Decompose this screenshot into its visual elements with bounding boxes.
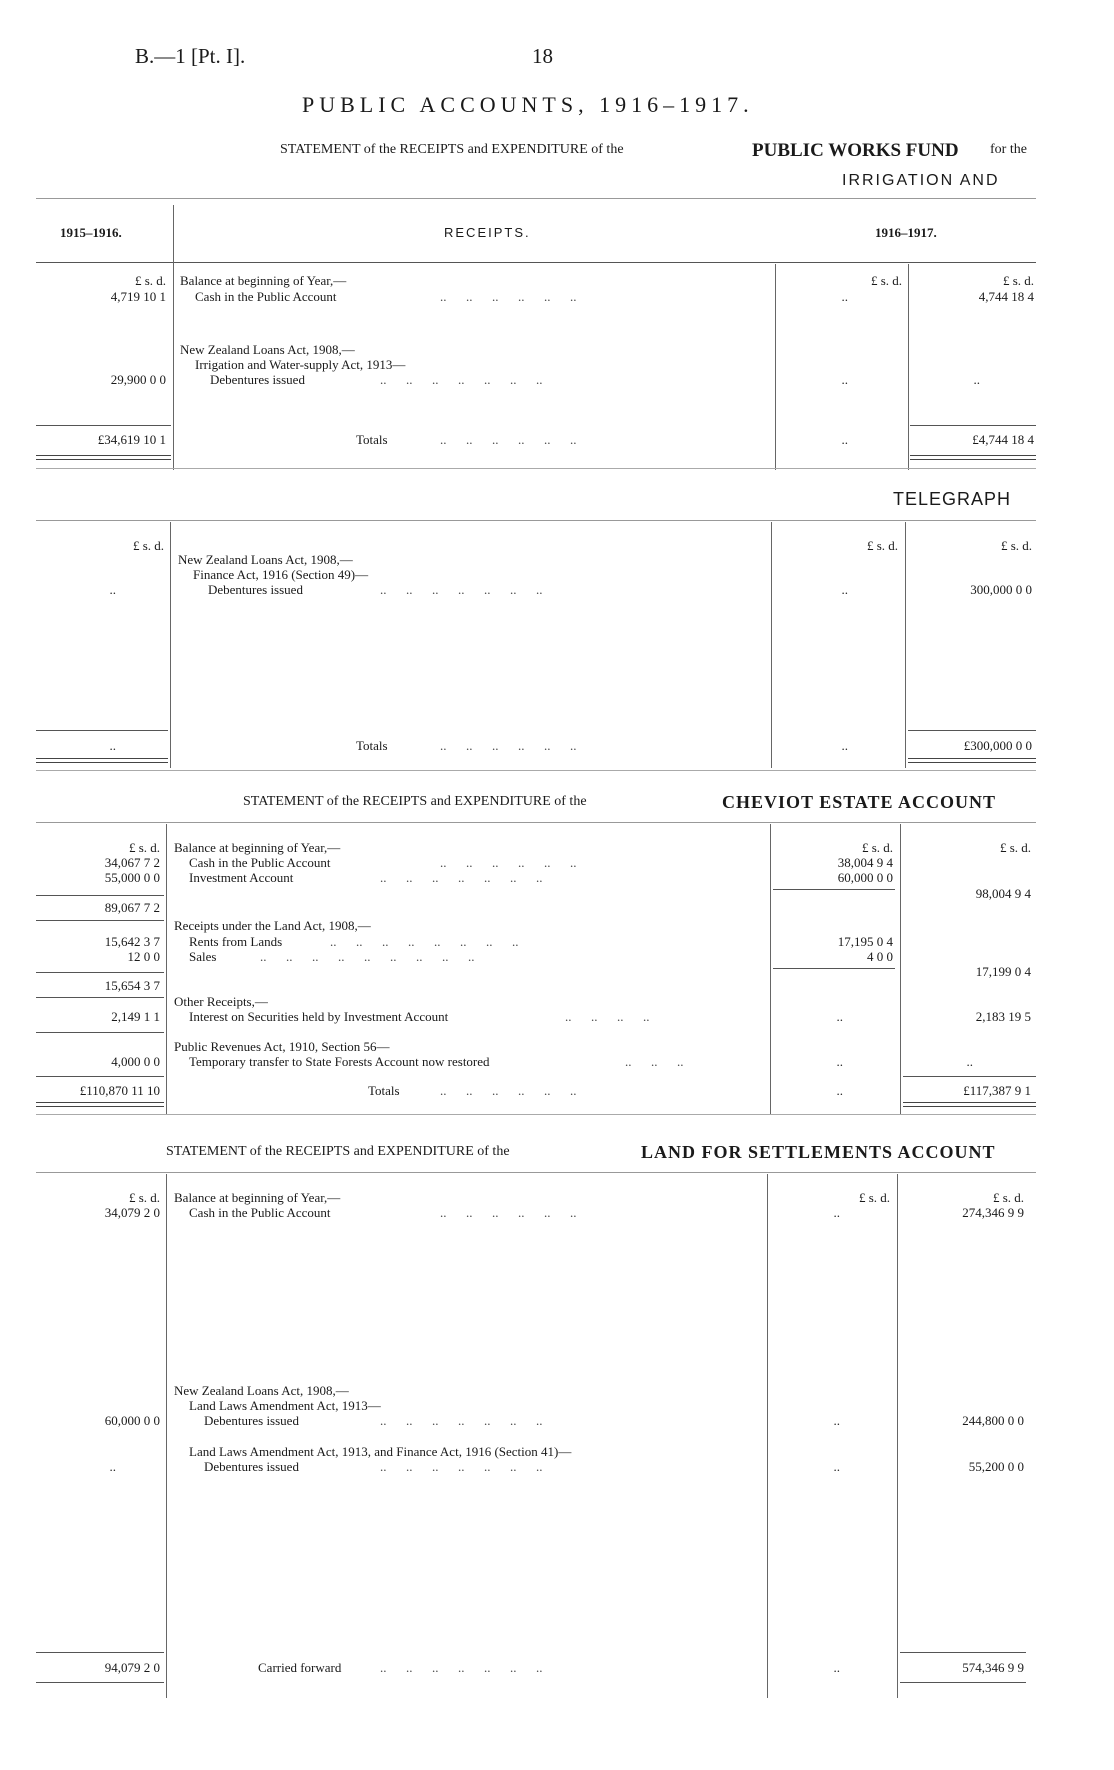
s3-total-prev: £110,870 11 10 <box>79 1083 160 1098</box>
s2-total-prev: .. <box>109 738 116 753</box>
s1-unit-mid: £ s. d. <box>870 273 902 288</box>
s3-inv-label: Investment Account <box>189 870 294 885</box>
s3-pr-mid: .. <box>836 1054 843 1069</box>
s1-fund-tail: for the <box>990 142 1027 157</box>
s1-r2-line1: New Zealand Loans Act, 1908,— <box>180 342 355 357</box>
s3-interest-label: Interest on Securities held by Investment Account <box>189 1009 449 1024</box>
s3-cash-mid: 38,004 9 4 <box>837 855 893 870</box>
s2-total-mid: .. <box>841 738 848 753</box>
s1-col-prev: 1915–1916. <box>60 225 122 240</box>
s1-r1-line1: Balance at beginning of Year,— <box>180 273 347 288</box>
s3-pr-head: Public Revenues Act, 1910, Section 56— <box>174 1039 390 1054</box>
s1-total-mid: .. <box>841 432 848 447</box>
s3-land-subtotal-prev: 15,654 3 7 <box>104 978 160 993</box>
s2-unit-curr: £ s. d. <box>1000 538 1032 553</box>
s4-r2-line2: Land Laws Amendment Act, 1913— <box>189 1398 381 1413</box>
s4-r2-mid: .. <box>833 1413 840 1428</box>
s2-subtitle: TELEGRAPH <box>893 489 1012 509</box>
s4-r3-line2: Debentures issued <box>204 1459 299 1474</box>
s4-r1-mid: .. <box>833 1205 840 1220</box>
s4-r2-curr: 244,800 0 0 <box>962 1413 1024 1428</box>
s4-r1-line1: Balance at beginning of Year,— <box>174 1190 341 1205</box>
s1-r2-line3: Debentures issued <box>210 372 305 387</box>
s1-r1-mid: .. <box>841 289 848 304</box>
s3-interest-prev: 2,149 1 1 <box>111 1009 160 1024</box>
s2-unit-prev: £ s. d. <box>132 538 164 553</box>
s3-cash-prev: 34,067 7 2 <box>104 855 160 870</box>
s1-r2-prev: 29,900 0 0 <box>110 372 166 387</box>
s2-r1-curr: 300,000 0 0 <box>970 582 1032 597</box>
s3-land-curr: 17,199 0 4 <box>975 964 1031 979</box>
s3-rents-prev: 15,642 3 7 <box>104 934 160 949</box>
s4-r1-prev: 34,079 2 0 <box>104 1205 160 1220</box>
s4-unit-mid: £ s. d. <box>858 1190 890 1205</box>
page-ref: B.—1 [Pt. I]. <box>135 44 246 68</box>
s3-total-label: Totals <box>368 1083 400 1098</box>
s3-land-head: Receipts under the Land Act, 1908,— <box>174 918 371 933</box>
s3-unit-mid: £ s. d. <box>861 840 893 855</box>
s3-fund-name: CHEVIOT ESTATE ACCOUNT <box>722 792 997 812</box>
s4-cf-prev: 94,079 2 0 <box>104 1660 160 1675</box>
s3-cash-label: Cash in the Public Account <box>189 855 331 870</box>
s4-r3-mid: .. <box>833 1459 840 1474</box>
s3-bal-curr: 98,004 9 4 <box>975 886 1031 901</box>
s3-inv-prev: 55,000 0 0 <box>104 870 160 885</box>
s4-unit-curr: £ s. d. <box>992 1190 1024 1205</box>
s4-r2-prev: 60,000 0 0 <box>104 1413 160 1428</box>
s4-intro: STATEMENT of the RECEIPTS and EXPENDITURE of the <box>166 1144 510 1159</box>
s3-unit-curr: £ s. d. <box>999 840 1031 855</box>
page-number: 18 <box>532 44 553 68</box>
s1-r2-curr: .. <box>973 372 980 387</box>
s1-r1-prev: 4,719 10 1 <box>110 289 166 304</box>
page-title: PUBLIC ACCOUNTS, 1916–1917. <box>302 92 754 117</box>
s1-col-curr: 1916–1917. <box>875 225 937 240</box>
s3-total-mid: .. <box>836 1083 843 1098</box>
s2-r1-prev: .. <box>109 582 116 597</box>
s4-r3-line1: Land Laws Amendment Act, 1913, and Finance Act, 1916 (Section 41)— <box>189 1444 572 1459</box>
s3-pr-label: Temporary transfer to State Forests Account now restored <box>189 1054 490 1069</box>
s3-inv-mid: 60,000 0 0 <box>837 870 893 885</box>
s1-r2-line2: Irrigation and Water-supply Act, 1913— <box>195 357 406 372</box>
s3-rents-mid: 17,195 0 4 <box>837 934 893 949</box>
s4-r2-line1: New Zealand Loans Act, 1908,— <box>174 1383 349 1398</box>
s2-unit-mid: £ s. d. <box>866 538 898 553</box>
s1-r2-mid: .. <box>841 372 848 387</box>
s4-r1-curr: 274,346 9 9 <box>962 1205 1024 1220</box>
s4-r3-curr: 55,200 0 0 <box>968 1459 1024 1474</box>
s3-rents-label: Rents from Lands <box>189 934 283 949</box>
s2-total-label: Totals <box>356 738 388 753</box>
s2-r1-line3: Debentures issued <box>208 582 303 597</box>
s3-pr-curr: .. <box>966 1054 973 1069</box>
s2-r1-line2: Finance Act, 1916 (Section 49)— <box>193 567 369 582</box>
s1-fund-name: PUBLIC WORKS FUND <box>752 140 959 161</box>
s3-bal-subtotal-prev: 89,067 7 2 <box>104 900 160 915</box>
s4-fund-name: LAND FOR SETTLEMENTS ACCOUNT <box>641 1142 996 1162</box>
s4-cf-mid: .. <box>833 1660 840 1675</box>
s3-sales-label: Sales <box>189 949 217 964</box>
s4-cf-label: Carried forward <box>258 1660 342 1675</box>
s3-total-curr: £117,387 9 1 <box>963 1083 1031 1098</box>
s1-unit-curr: £ s. d. <box>1002 273 1034 288</box>
s3-other-head: Other Receipts,— <box>174 994 268 1009</box>
s3-pr-prev: 4,000 0 0 <box>111 1054 160 1069</box>
s3-interest-curr: 2,183 19 5 <box>975 1009 1031 1024</box>
s3-balance-head: Balance at beginning of Year,— <box>174 840 341 855</box>
s3-sales-mid: 4 0 0 <box>867 949 893 964</box>
s1-intro: STATEMENT of the RECEIPTS and EXPENDITURE of the <box>280 142 624 157</box>
s4-unit-prev: £ s. d. <box>128 1190 160 1205</box>
s3-unit-prev: £ s. d. <box>128 840 160 855</box>
s4-r2-line3: Debentures issued <box>204 1413 299 1428</box>
s3-intro: STATEMENT of the RECEIPTS and EXPENDITURE of the <box>243 794 587 809</box>
s3-interest-mid: .. <box>836 1009 843 1024</box>
s4-r3-prev: .. <box>109 1459 116 1474</box>
s4-r1-line2: Cash in the Public Account <box>189 1205 331 1220</box>
s2-total-curr: £300,000 0 0 <box>963 738 1032 753</box>
s4-cf-curr: 574,346 9 9 <box>962 1660 1024 1675</box>
s1-col-receipts: RECEIPTS. <box>444 225 531 240</box>
s1-total-label: Totals <box>356 432 388 447</box>
s2-r1-line1: New Zealand Loans Act, 1908,— <box>178 552 353 567</box>
s1-unit-prev: £ s. d. <box>134 273 166 288</box>
s1-total-curr: £4,744 18 4 <box>972 432 1034 447</box>
s1-total-prev: £34,619 10 1 <box>97 432 166 447</box>
s3-sales-prev: 12 0 0 <box>127 949 160 964</box>
s1-r1-line2: Cash in the Public Account <box>195 289 337 304</box>
s1-subtitle: IRRIGATION AND <box>842 172 1000 189</box>
s2-r1-mid: .. <box>841 582 848 597</box>
s1-r1-curr: 4,744 18 4 <box>978 289 1034 304</box>
